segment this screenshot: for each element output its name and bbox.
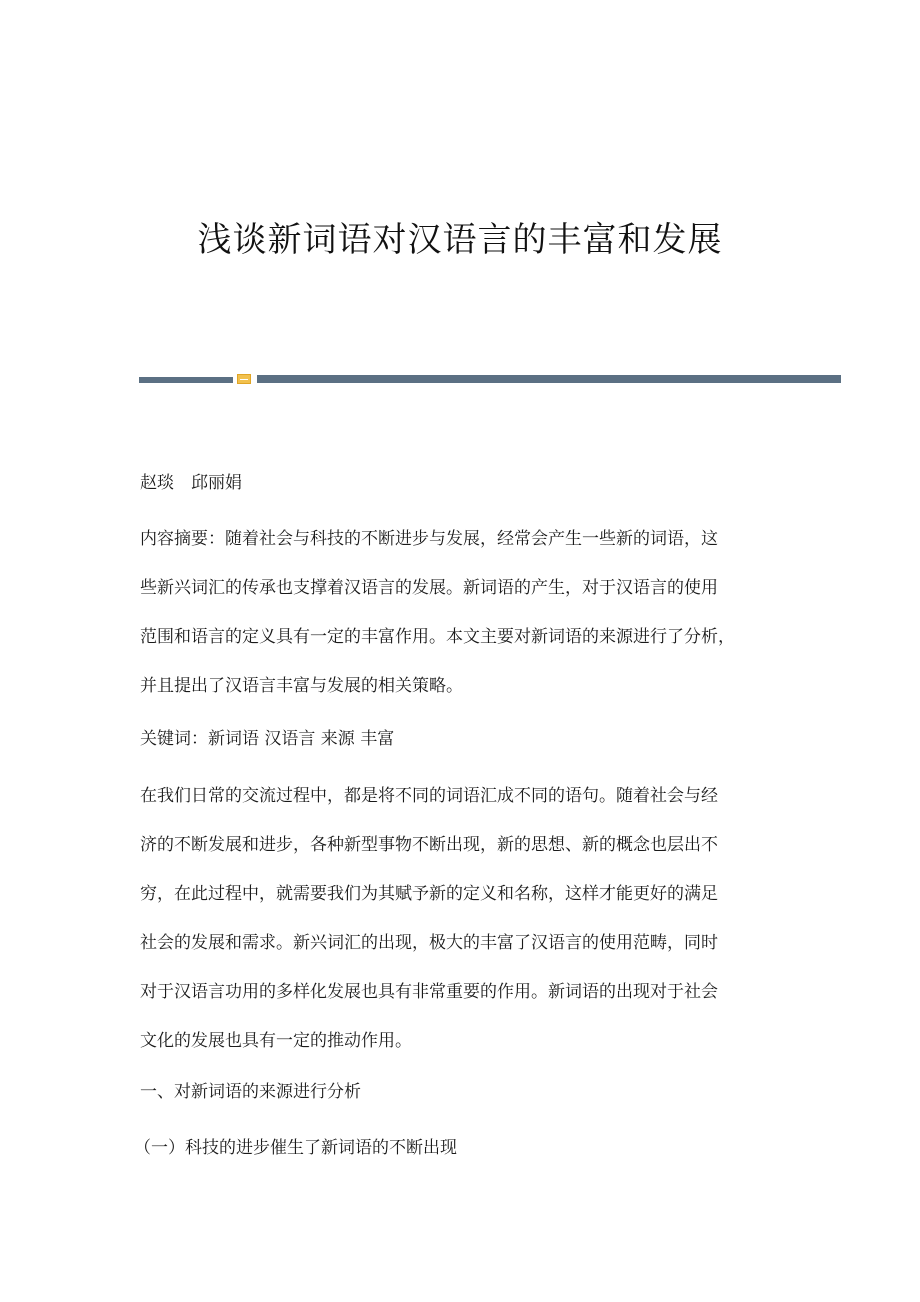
abstract-line: 并且提出了汉语言丰富与发展的相关策略。 [140,676,463,696]
intro-paragraph [140,784,780,1078]
document-title: 浅谈新词语对汉语言的丰富和发展 [197,220,723,260]
intro-line: 对于汉语言功用的多样化发展也具有非常重要的作用。新词语的出现对于社会 [140,982,718,1002]
divider-bar-left [139,377,233,383]
abstract-line: 内容摘要：随着社会与科技的不断进步与发展，经常会产生一些新的词语，这 [140,529,718,549]
divider-bar-right [257,375,841,383]
authors: 赵琰 邱丽娟 [140,473,242,493]
intro-line: 文化的发展也具有一定的推动作用。 [140,1031,412,1051]
subsection-heading: （一）科技的进步催生了新词语的不断出现 [134,1138,457,1158]
section-heading: 一、对新词语的来源进行分析 [140,1082,361,1102]
intro-line: 穷，在此过程中，就需要我们为其赋予新的定义和名称，这样才能更好的满足 [140,884,718,904]
title-divider [139,374,841,386]
abstract-line: 范围和语言的定义具有一定的丰富作用。本文主要对新词语的来源进行了分析， [140,627,735,647]
divider-marker-icon [237,374,251,384]
intro-line: 在我们日常的交流过程中，都是将不同的词语汇成不同的语句。随着社会与经 [140,786,718,806]
intro-line: 济的不断发展和进步，各种新型事物不断出现，新的思想、新的概念也层出不 [140,835,718,855]
abstract [140,527,780,723]
intro-line: 社会的发展和需求。新兴词汇的出现，极大的丰富了汉语言的使用范畴，同时 [140,933,718,953]
keywords: 关键词：新词语 汉语言 来源 丰富 [140,729,395,749]
abstract-line: 些新兴词汇的传承也支撑着汉语言的发展。新词语的产生，对于汉语言的使用 [140,578,718,598]
